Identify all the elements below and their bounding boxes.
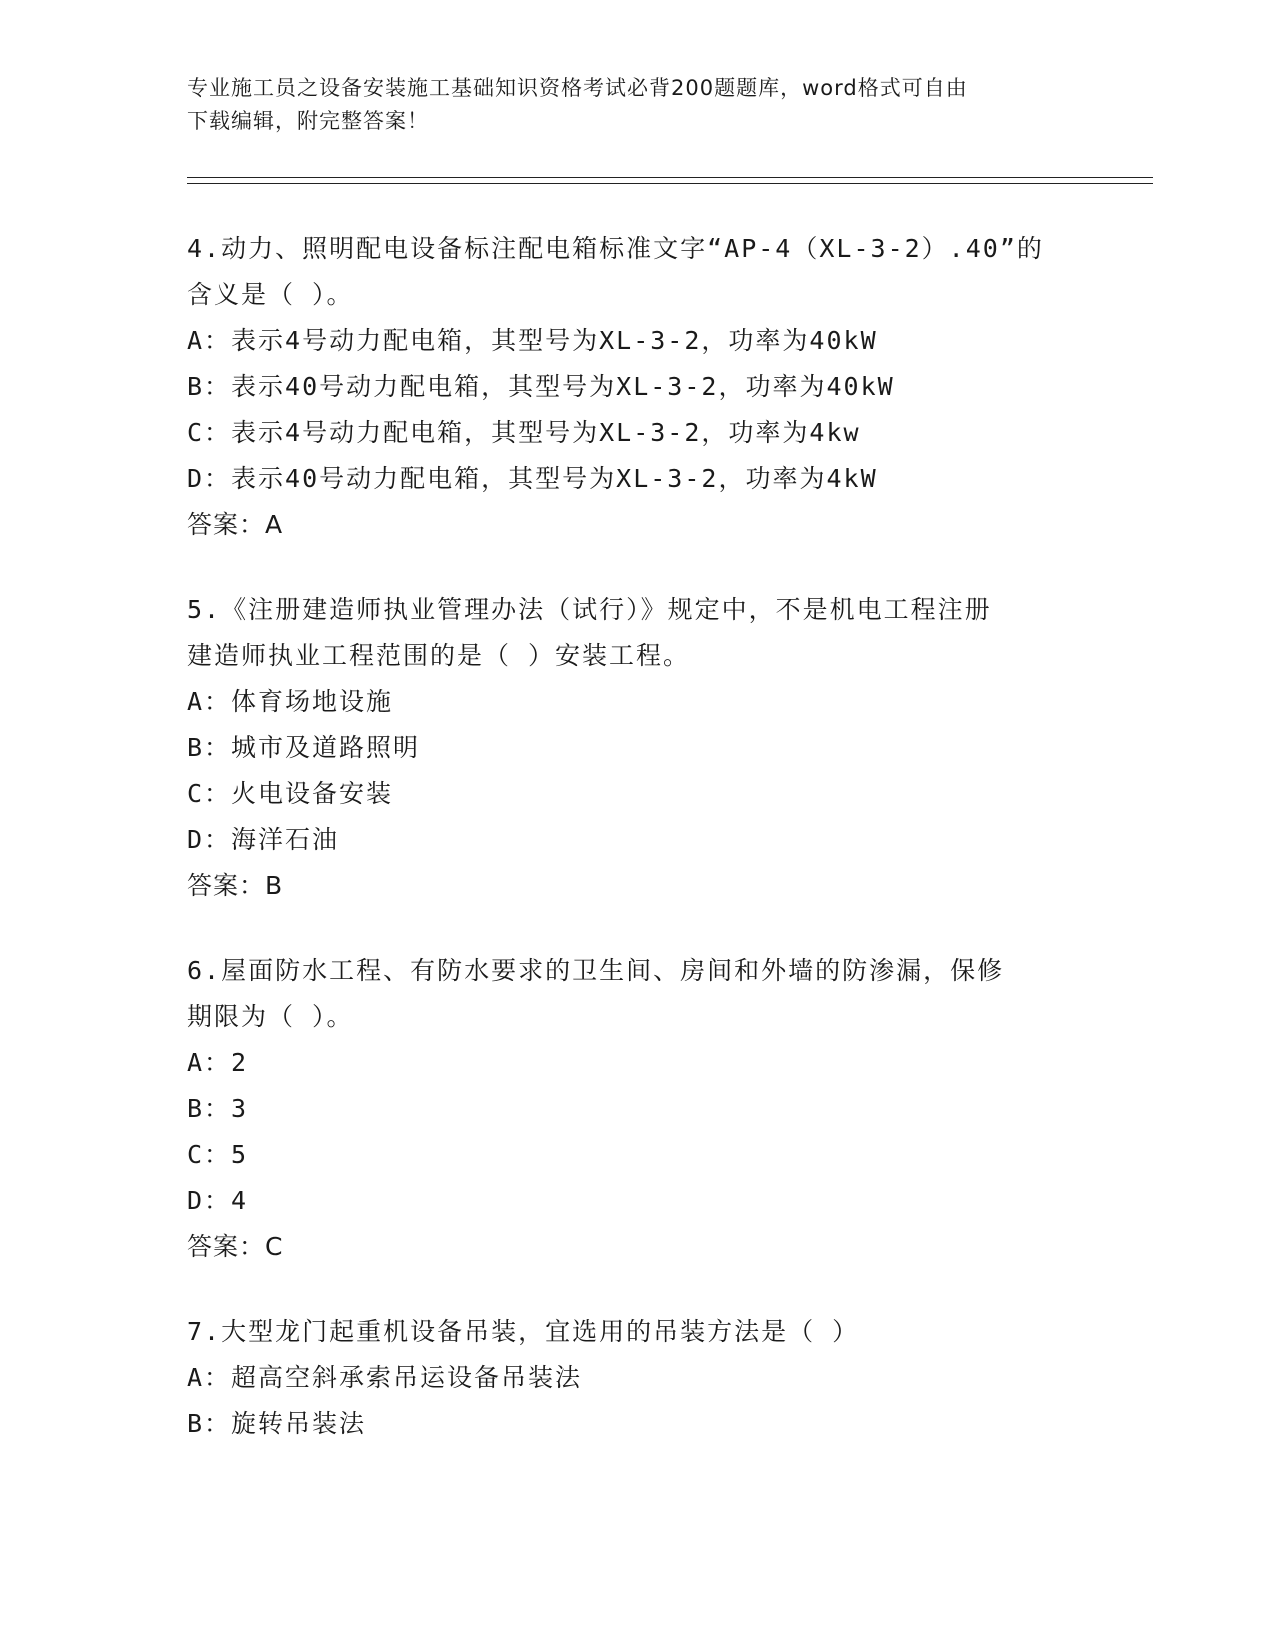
option-c: C：5 bbox=[187, 1140, 249, 1169]
question-7 bbox=[187, 1309, 1087, 1447]
option-c: C：火电设备安装 bbox=[187, 779, 394, 808]
question-stem: 期限为（ ）。 bbox=[187, 1002, 354, 1031]
option-c: C：表示4号动力配电箱，其型号为XL-3-2，功率为4kw bbox=[187, 418, 861, 447]
answer: 答案：C bbox=[187, 1232, 284, 1261]
header-line-1: 专业施工员之设备安装施工基础知识资格考试必背200题题库，word格式可自由 bbox=[187, 76, 968, 100]
question-stem: 4.动力、照明配电设备标注配电箱标准文字“AP-4（XL-3-2）.40”的 bbox=[187, 234, 1044, 263]
option-d: D：表示40号动力配电箱，其型号为XL-3-2，功率为4kW bbox=[187, 464, 878, 493]
question-stem: 7.大型龙门起重机设备吊装，宜选用的吊装方法是（ ） bbox=[187, 1317, 860, 1346]
option-b: B：旋转吊装法 bbox=[187, 1409, 367, 1438]
header-line-2: 下载编辑，附完整答案！ bbox=[187, 109, 429, 133]
option-a: A：2 bbox=[187, 1048, 249, 1077]
document-header bbox=[187, 72, 1087, 138]
option-b: B：城市及道路照明 bbox=[187, 733, 421, 762]
question-stem: 5.《注册建造师执业管理办法（试行）》规定中，不是机电工程注册 bbox=[187, 595, 992, 624]
option-a: A：超高空斜承索吊运设备吊装法 bbox=[187, 1363, 583, 1392]
question-4 bbox=[187, 226, 1087, 548]
question-stem: 6.屋面防水工程、有防水要求的卫生间、房间和外墙的防渗漏，保修 bbox=[187, 956, 1005, 985]
header-divider-top bbox=[187, 177, 1153, 178]
answer: 答案：B bbox=[187, 871, 284, 900]
question-stem: 建造师执业工程范围的是（ ）安装工程。 bbox=[187, 641, 691, 670]
option-a: A：体育场地设施 bbox=[187, 687, 394, 716]
question-5 bbox=[187, 587, 1087, 909]
option-a: A：表示4号动力配电箱，其型号为XL-3-2，功率为40kW bbox=[187, 326, 878, 355]
question-6 bbox=[187, 948, 1087, 1270]
question-stem: 含义是（ ）。 bbox=[187, 280, 354, 309]
option-d: D：4 bbox=[187, 1186, 249, 1215]
header-divider-bottom bbox=[187, 183, 1153, 184]
answer: 答案：A bbox=[187, 510, 284, 539]
option-d: D：海洋石油 bbox=[187, 825, 340, 854]
option-b: B：表示40号动力配电箱，其型号为XL-3-2，功率为40kW bbox=[187, 372, 895, 401]
option-b: B：3 bbox=[187, 1094, 249, 1123]
